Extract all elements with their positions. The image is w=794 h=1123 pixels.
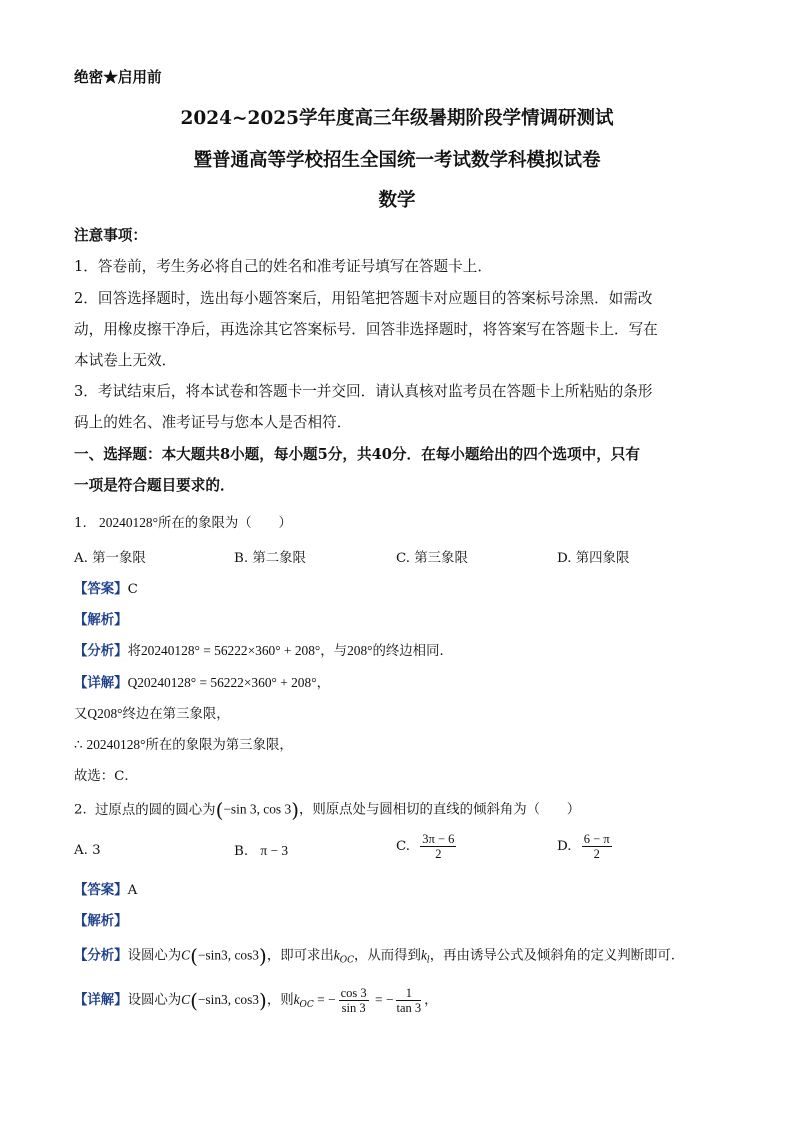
section-1-intro-line1: 一、选择题：本大题共8小题，每小题5分，共40分．在每小题给出的四个选项中，只有: [74, 446, 640, 463]
angle-value: 208°: [347, 643, 373, 658]
question-2-stem: [74, 798, 580, 822]
exam-title-line1: 2024~2025学年度高三年级暑期阶段学情调研测试: [180, 108, 614, 129]
q1-option-b: B. 第二象限: [234, 551, 306, 566]
paren-close: ): [259, 988, 267, 1013]
fraction: [420, 832, 456, 861]
confidential-mark: 绝密★启用前: [74, 69, 162, 86]
q2-xiangjie: [74, 986, 438, 1015]
q2-answer: [74, 879, 137, 898]
note-2-line2: 动，用橡皮擦干净后，再选涂其它答案标号．回答非选择题时，将答案写在答题卡上．写在: [74, 321, 658, 338]
fenxi-label: 【分析】: [74, 643, 128, 659]
slope-subscript: l: [426, 955, 430, 966]
point-c: C: [181, 992, 191, 1007]
section-1-intro-line2: 一项是符合题目要求的．: [74, 477, 235, 494]
equation: 20240128° = 56222×360° + 208°: [137, 675, 317, 690]
equals-minus: = −: [371, 992, 394, 1007]
angle-value: 20240128°: [86, 737, 146, 752]
text-span: ，再由诱导公式及倾斜角的定义判断即可.: [429, 948, 676, 964]
answer-label: 【答案】: [74, 882, 128, 898]
text-span: ，: [424, 993, 438, 1008]
q1-step-3: [74, 734, 293, 753]
text-span: 过原点的圆的圆心为: [95, 802, 216, 818]
denominator: 2: [593, 847, 600, 861]
text-span: ，: [316, 676, 330, 691]
fraction: [339, 986, 369, 1015]
numerator: 6 − π: [583, 832, 610, 846]
slope-subscript: OC: [299, 1000, 314, 1010]
denominator: 2: [435, 847, 442, 861]
notes-heading: 注意事项：: [74, 227, 147, 244]
note-3-line2: 码上的姓名、准考证号与您本人是否相符．: [74, 414, 352, 431]
paren-open: (: [190, 988, 198, 1013]
paren-open: (: [190, 944, 198, 968]
fenxi-label: 【分析】: [74, 947, 128, 964]
note-3-line1: 3．考试结束后，将本试卷和答题卡一并交回．请认真核对监考员在答题卡上所粘贴的条形: [74, 383, 653, 400]
angle-value: 20240128°: [99, 515, 158, 530]
slope-symbol: k: [293, 992, 300, 1007]
circle-center: −sin3, cos3: [197, 992, 259, 1007]
q1-option-a: A. 第一象限: [74, 551, 146, 566]
q1-option-d: D. 第四象限: [557, 551, 630, 566]
text-span: 所在的象限为第三象限，: [145, 738, 293, 753]
q2-fenxi: [74, 944, 675, 968]
slope-symbol: k: [420, 947, 427, 963]
fraction: [582, 832, 612, 861]
xiangjie-label: 【详解】: [74, 675, 128, 691]
xiangjie-label: 【详解】: [74, 992, 128, 1008]
because-symbol: Q: [127, 675, 138, 690]
option-label: B.: [234, 844, 249, 859]
text-span: 终边在第三象限，: [122, 707, 230, 722]
q1-fenxi: [74, 640, 453, 659]
equation: 20240128° = 56222×360° + 208°: [140, 643, 321, 658]
paren-close: ): [291, 798, 299, 822]
question-1-stem: [74, 512, 292, 531]
therefore-symbol: ∴: [74, 737, 83, 752]
circle-center: −sin3, cos3: [197, 947, 259, 963]
answer-value: A: [127, 883, 138, 898]
option-label: C.: [396, 839, 411, 854]
answer-value: C: [127, 582, 138, 597]
text-span: 设圆心为: [127, 948, 182, 964]
point-c: C: [181, 947, 191, 963]
slope-subscript: OC: [339, 955, 354, 966]
numerator: 3π − 6: [422, 832, 455, 846]
equals-minus: = −: [313, 992, 336, 1007]
note-1: 1．答卷前，考生务必将自己的姓名和准考证号填写在答题卡上．: [74, 258, 492, 275]
subject-title: 数学: [378, 190, 416, 211]
text-span: 设圆心为: [127, 993, 182, 1008]
text-span: ，与: [320, 644, 348, 659]
note-2-line3: 本试卷上无效．: [74, 352, 177, 369]
question-number: 2.: [74, 802, 87, 818]
analysis-label: 【解析】: [74, 612, 128, 628]
q1-conclusion: 故选：C．: [74, 769, 138, 784]
fraction: [396, 986, 421, 1015]
text-span: ，则原点处与圆相切的直线的倾斜角为（ ）: [299, 802, 581, 818]
text-span: ，则: [266, 993, 294, 1008]
q1-xiangjie: [74, 672, 330, 691]
q1-answer: [74, 578, 138, 597]
exam-title-line2: 暨普通高等学校招生全国统一考试数学科模拟试卷: [193, 150, 601, 171]
q1-analysis-heading: [74, 609, 128, 628]
q2-option-b: [234, 843, 288, 859]
note-2-line1: 2．回答选择题时，选出每小题答案后，用铅笔把答题卡对应题目的答案标号涂黑．如需改: [74, 290, 653, 307]
answer-label: 【答案】: [74, 581, 128, 597]
slope-symbol: k: [333, 947, 340, 963]
q2-option-d: [557, 832, 612, 861]
question-number: 1.: [74, 516, 87, 531]
question-text: 所在的象限为（ ）: [157, 516, 292, 531]
q2-analysis-heading: [74, 910, 128, 929]
q2-option-a: A. 3: [74, 843, 101, 858]
paren-open: (: [215, 798, 224, 822]
text-span: ，即可求出: [266, 948, 334, 964]
option-label: D.: [557, 839, 572, 854]
numerator: cos 3: [340, 986, 367, 1000]
text-span: ，从而得到: [353, 948, 421, 964]
denominator: sin 3: [341, 1001, 366, 1015]
circle-center: −sin 3, cos 3: [223, 801, 292, 817]
analysis-label: 【解析】: [74, 913, 128, 929]
because-symbol: Q: [87, 706, 98, 721]
paren-close: ): [259, 944, 267, 968]
text-span: 的终边相同．: [372, 644, 453, 659]
text-span: 又: [74, 707, 88, 722]
angle-value: 208°: [97, 706, 123, 721]
q2-option-c: [396, 832, 456, 861]
q1-step-2: [74, 703, 230, 722]
numerator: 1: [396, 986, 421, 1001]
denominator: tan 3: [396, 1001, 422, 1015]
q1-option-c: C. 第三象限: [396, 551, 468, 566]
text-span: 将: [127, 644, 141, 659]
option-value: π − 3: [260, 843, 289, 858]
